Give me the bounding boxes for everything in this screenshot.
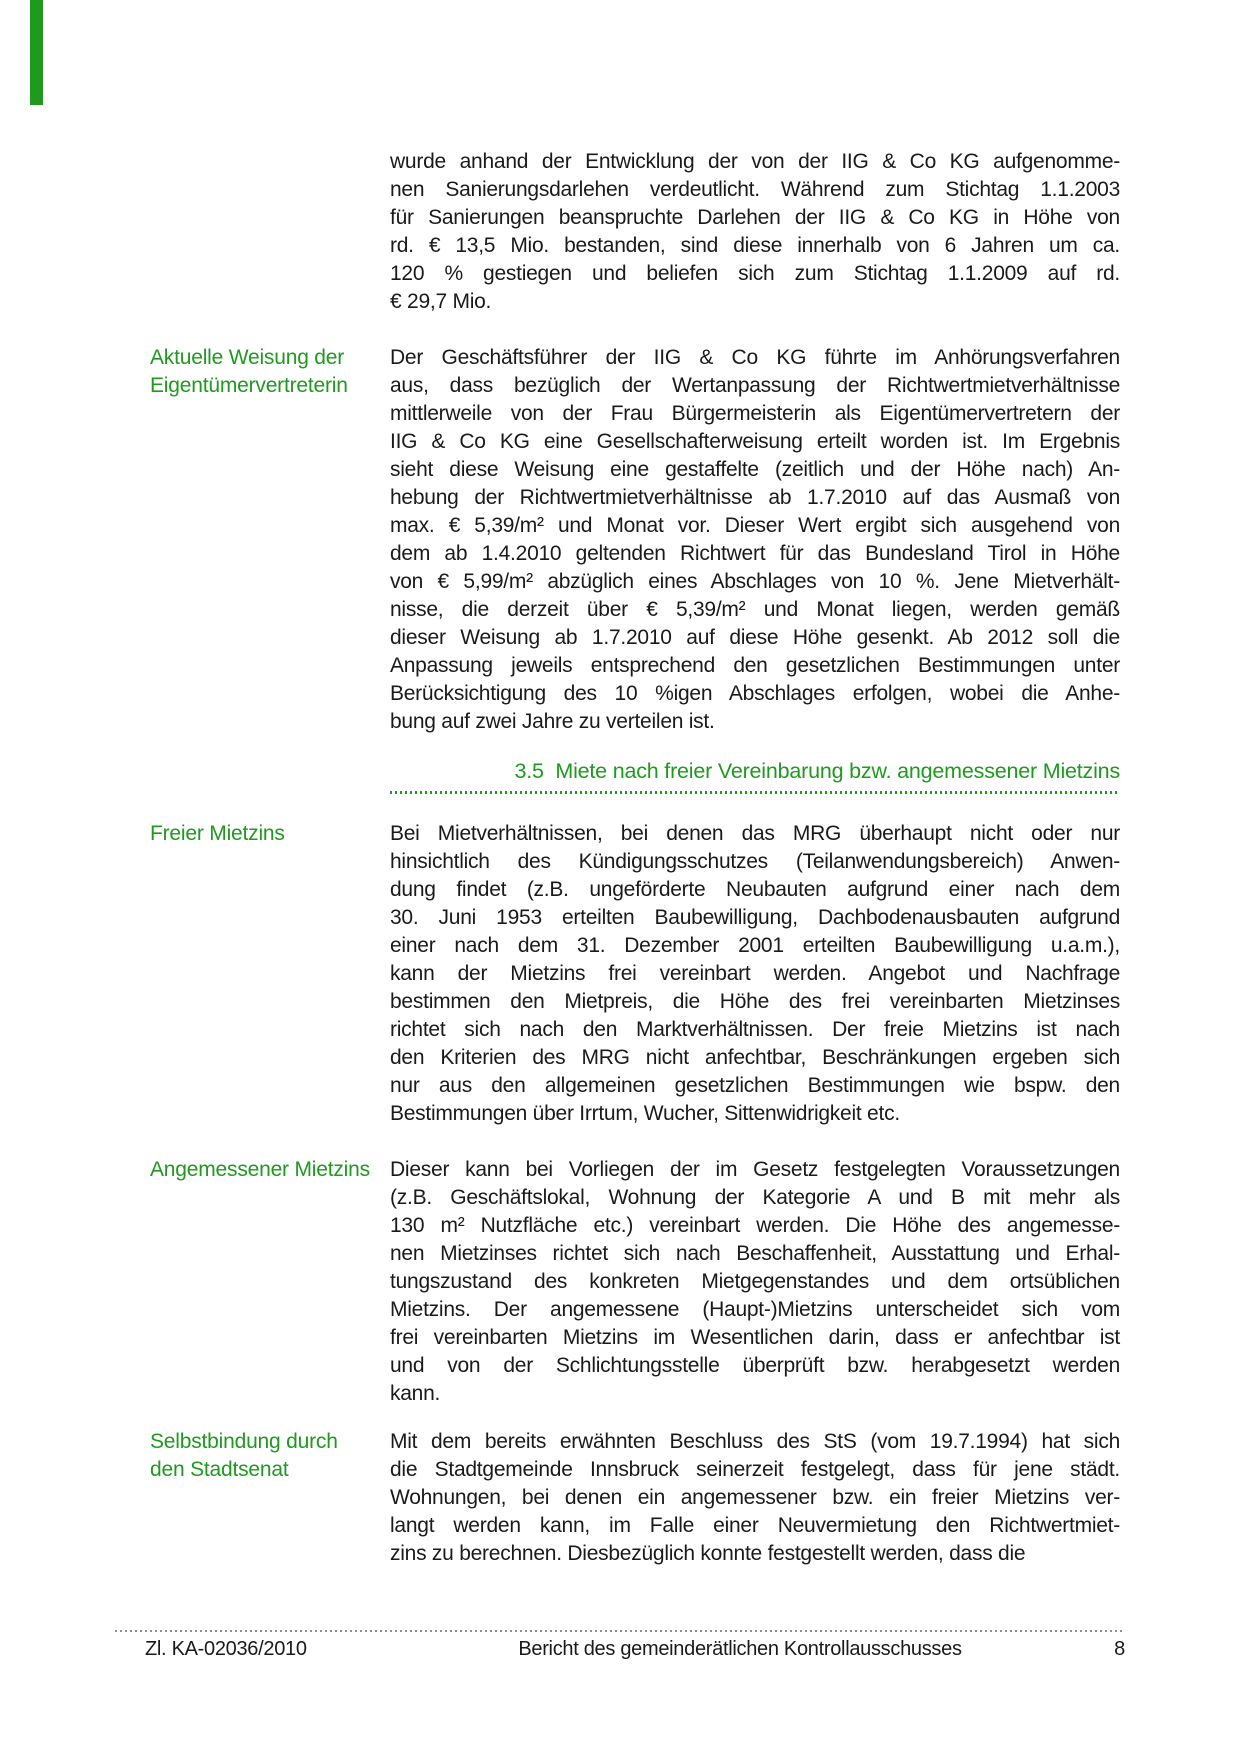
margin-label-aktuelle-weisung	[150, 344, 390, 400]
page-edge-green-bar	[30, 0, 43, 105]
text-line: hinsichtlich des Kündigungsschutzes (Teilanwendungsbereich) Anwen-	[390, 850, 1120, 873]
heading-dotted-underline	[390, 791, 1120, 794]
paragraph-weisung	[390, 344, 1120, 736]
intro-paragraph-row	[150, 148, 1120, 316]
text-line: 130 m² Nutzfläche etc.) vereinbart werden. Die Höhe des angemesse-	[390, 1214, 1120, 1237]
text-line: nur aus den allgemeinen gesetzlichen Bestimmungen wie bspw. den	[390, 1074, 1120, 1097]
text-line: nen Sanierungsdarlehen verdeutlicht. Während zum Stichtag 1.1.2003	[390, 178, 1120, 201]
text-line: von € 5,99/m² abzüglich eines Abschlages von 10 %. Jene Mietverhält-	[390, 570, 1120, 593]
footer-page-number: 8	[1114, 1638, 1125, 1660]
text-line: Eigentümervertreterin	[150, 374, 348, 397]
text-line: dieser Weisung ab 1.7.2010 auf diese Höhe gesenkt. Ab 2012 soll die	[390, 626, 1120, 649]
text-line: Angemessener Mietzins	[150, 1158, 370, 1181]
text-line: nisse, die derzeit über € 5,39/m² und Monat liegen, werden gemäß	[390, 598, 1120, 621]
text-line: (z.B. Geschäftslokal, Wohnung der Kategorie A und B mit mehr als	[390, 1186, 1120, 1209]
text-line: Dieser kann bei Vorliegen der im Gesetz festgelegten Voraussetzungen	[390, 1158, 1120, 1181]
text-line: Wohnungen, bei denen ein angemessener bzw. ein freier Mietzins ver-	[390, 1486, 1120, 1509]
text-line: wurde anhand der Entwicklung der von der IIG & Co KG aufgenomme-	[390, 150, 1120, 173]
section-weisung-row	[150, 344, 1120, 736]
text-line: hebung der Richtwertmietverhältnisse ab 1.7.2010 auf das Ausmaß von	[390, 486, 1120, 509]
text-line: Der Geschäftsführer der IIG & Co KG führte im Anhörungsverfahren	[390, 346, 1120, 369]
page-footer	[115, 1630, 1125, 1662]
text-line: nen Mietzinses richtet sich nach Beschaffenheit, Ausstattung und Erhal-	[390, 1242, 1120, 1265]
text-line: dem ab 1.4.2010 geltenden Richtwert für das Bundesland Tirol in Höhe	[390, 542, 1120, 565]
text-line: rd. € 13,5 Mio. bestanden, sind diese innerhalb von 6 Jahren um ca.	[390, 234, 1120, 257]
text-line: die Stadtgemeinde Innsbruck seinerzeit festgelegt, dass für jene städt.	[390, 1458, 1120, 1481]
footer-dotted-rule	[115, 1630, 1125, 1632]
text-line: dung findet (z.B. ungeförderte Neubauten aufgrund einer nach dem	[390, 878, 1120, 901]
text-line: IIG & Co KG eine Gesellschafterweisung erteilt worden ist. Im Ergebnis	[390, 430, 1120, 453]
text-line: langt werden kann, im Falle einer Neuvermietung den Richtwertmiet-	[390, 1514, 1120, 1537]
text-line: bestimmen den Mietpreis, die Höhe des frei vereinbarten Mietzinses	[390, 990, 1120, 1013]
intro-paragraph	[390, 148, 1120, 316]
section-angemessener-mietzins-row	[150, 1156, 1120, 1408]
text-line: Bei Mietverhältnissen, bei denen das MRG überhaupt nicht oder nur	[390, 822, 1120, 845]
paragraph-angemessener-mietzins	[390, 1156, 1120, 1408]
section-heading-block	[390, 756, 1120, 794]
text-line: einer nach dem 31. Dezember 2001 erteilten Baubewilligung u.a.m.),	[390, 934, 1120, 957]
text-line: frei vereinbarten Mietzins im Wesentlichen darin, dass er anfechtbar ist	[390, 1326, 1120, 1349]
text-line: tungszustand des konkreten Mietgegenstandes und dem ortsüblichen	[390, 1270, 1120, 1293]
text-line: Anpassung jeweils entsprechend den gesetzlichen Bestimmungen unter	[390, 654, 1120, 677]
text-line: Aktuelle Weisung der	[150, 346, 345, 369]
footer-document-number: Zl. KA-02036/2010	[145, 1638, 307, 1660]
text-line: Berücksichtigung des 10 %igen Abschlages erfolgen, wobei die Anhe-	[390, 682, 1120, 705]
text-line: sieht diese Weisung eine gestaffelte (zeitlich und der Höhe nach) An-	[390, 458, 1120, 481]
text-line: und von der Schlichtungsstelle überprüft bzw. herabgesetzt werden	[390, 1354, 1120, 1377]
paragraph-selbstbindung	[390, 1428, 1120, 1568]
margin-label-freier-mietzins	[150, 820, 390, 848]
text-line: Freier Mietzins	[150, 822, 285, 845]
text-line: Mietzins. Der angemessene (Haupt-)Mietzins unterscheidet sich vom	[390, 1298, 1120, 1321]
text-line: 30. Juni 1953 erteilten Baubewilligung, Dachbodenausbauten aufgrund	[390, 906, 1120, 929]
text-line: 120 % gestiegen und beliefen sich zum Stichtag 1.1.2009 auf rd.	[390, 262, 1120, 285]
footer-row	[115, 1636, 1125, 1662]
text-line: richtet sich nach den Marktverhältnissen. Der freie Mietzins ist nach	[390, 1018, 1120, 1041]
margin-label-selbstbindung	[150, 1428, 390, 1484]
text-line: Bestimmungen über Irrtum, Wucher, Sittenwidrigkeit etc.	[390, 1102, 900, 1125]
text-line: kann der Mietzins frei vereinbart werden. Angebot und Nachfrage	[390, 962, 1120, 985]
section-freier-mietzins-row	[150, 820, 1120, 1128]
page-content	[150, 148, 1120, 1596]
text-line: aus, dass bezüglich der Wertanpassung der Richtwertmietverhältnisse	[390, 374, 1120, 397]
text-line: für Sanierungen beanspruchte Darlehen der IIG & Co KG in Höhe von	[390, 206, 1120, 229]
footer-report-title: Bericht des gemeinderätlichen Kontrollausschusses	[518, 1638, 962, 1660]
text-line: zins zu berechnen. Diesbezüglich konnte festgestellt werden, dass die	[390, 1542, 1026, 1565]
section-heading-3-5: 3.5 Miete nach freier Vereinbarung bzw. angemessener Mietzins	[514, 759, 1120, 783]
section-selbstbindung-row	[150, 1428, 1120, 1568]
text-line: Mit dem bereits erwähnten Beschluss des StS (vom 19.7.1994) hat sich	[390, 1430, 1120, 1453]
text-line: mittlerweile von der Frau Bürgermeisterin als Eigentümervertretern der	[390, 402, 1120, 425]
text-line: max. € 5,39/m² und Monat vor. Dieser Wert ergibt sich ausgehend von	[390, 514, 1120, 537]
paragraph-freier-mietzins	[390, 820, 1120, 1128]
text-line: kann.	[390, 1382, 441, 1405]
text-line: den Kriterien des MRG nicht anfechtbar, Beschränkungen ergeben sich	[390, 1046, 1120, 1069]
text-line: den Stadtsenat	[150, 1458, 289, 1481]
text-line: bung auf zwei Jahre zu verteilen ist.	[390, 710, 715, 733]
margin-label-angemessener-mietzins	[150, 1156, 390, 1184]
text-line: Selbstbindung durch	[150, 1430, 338, 1453]
text-line: € 29,7 Mio.	[390, 290, 492, 313]
